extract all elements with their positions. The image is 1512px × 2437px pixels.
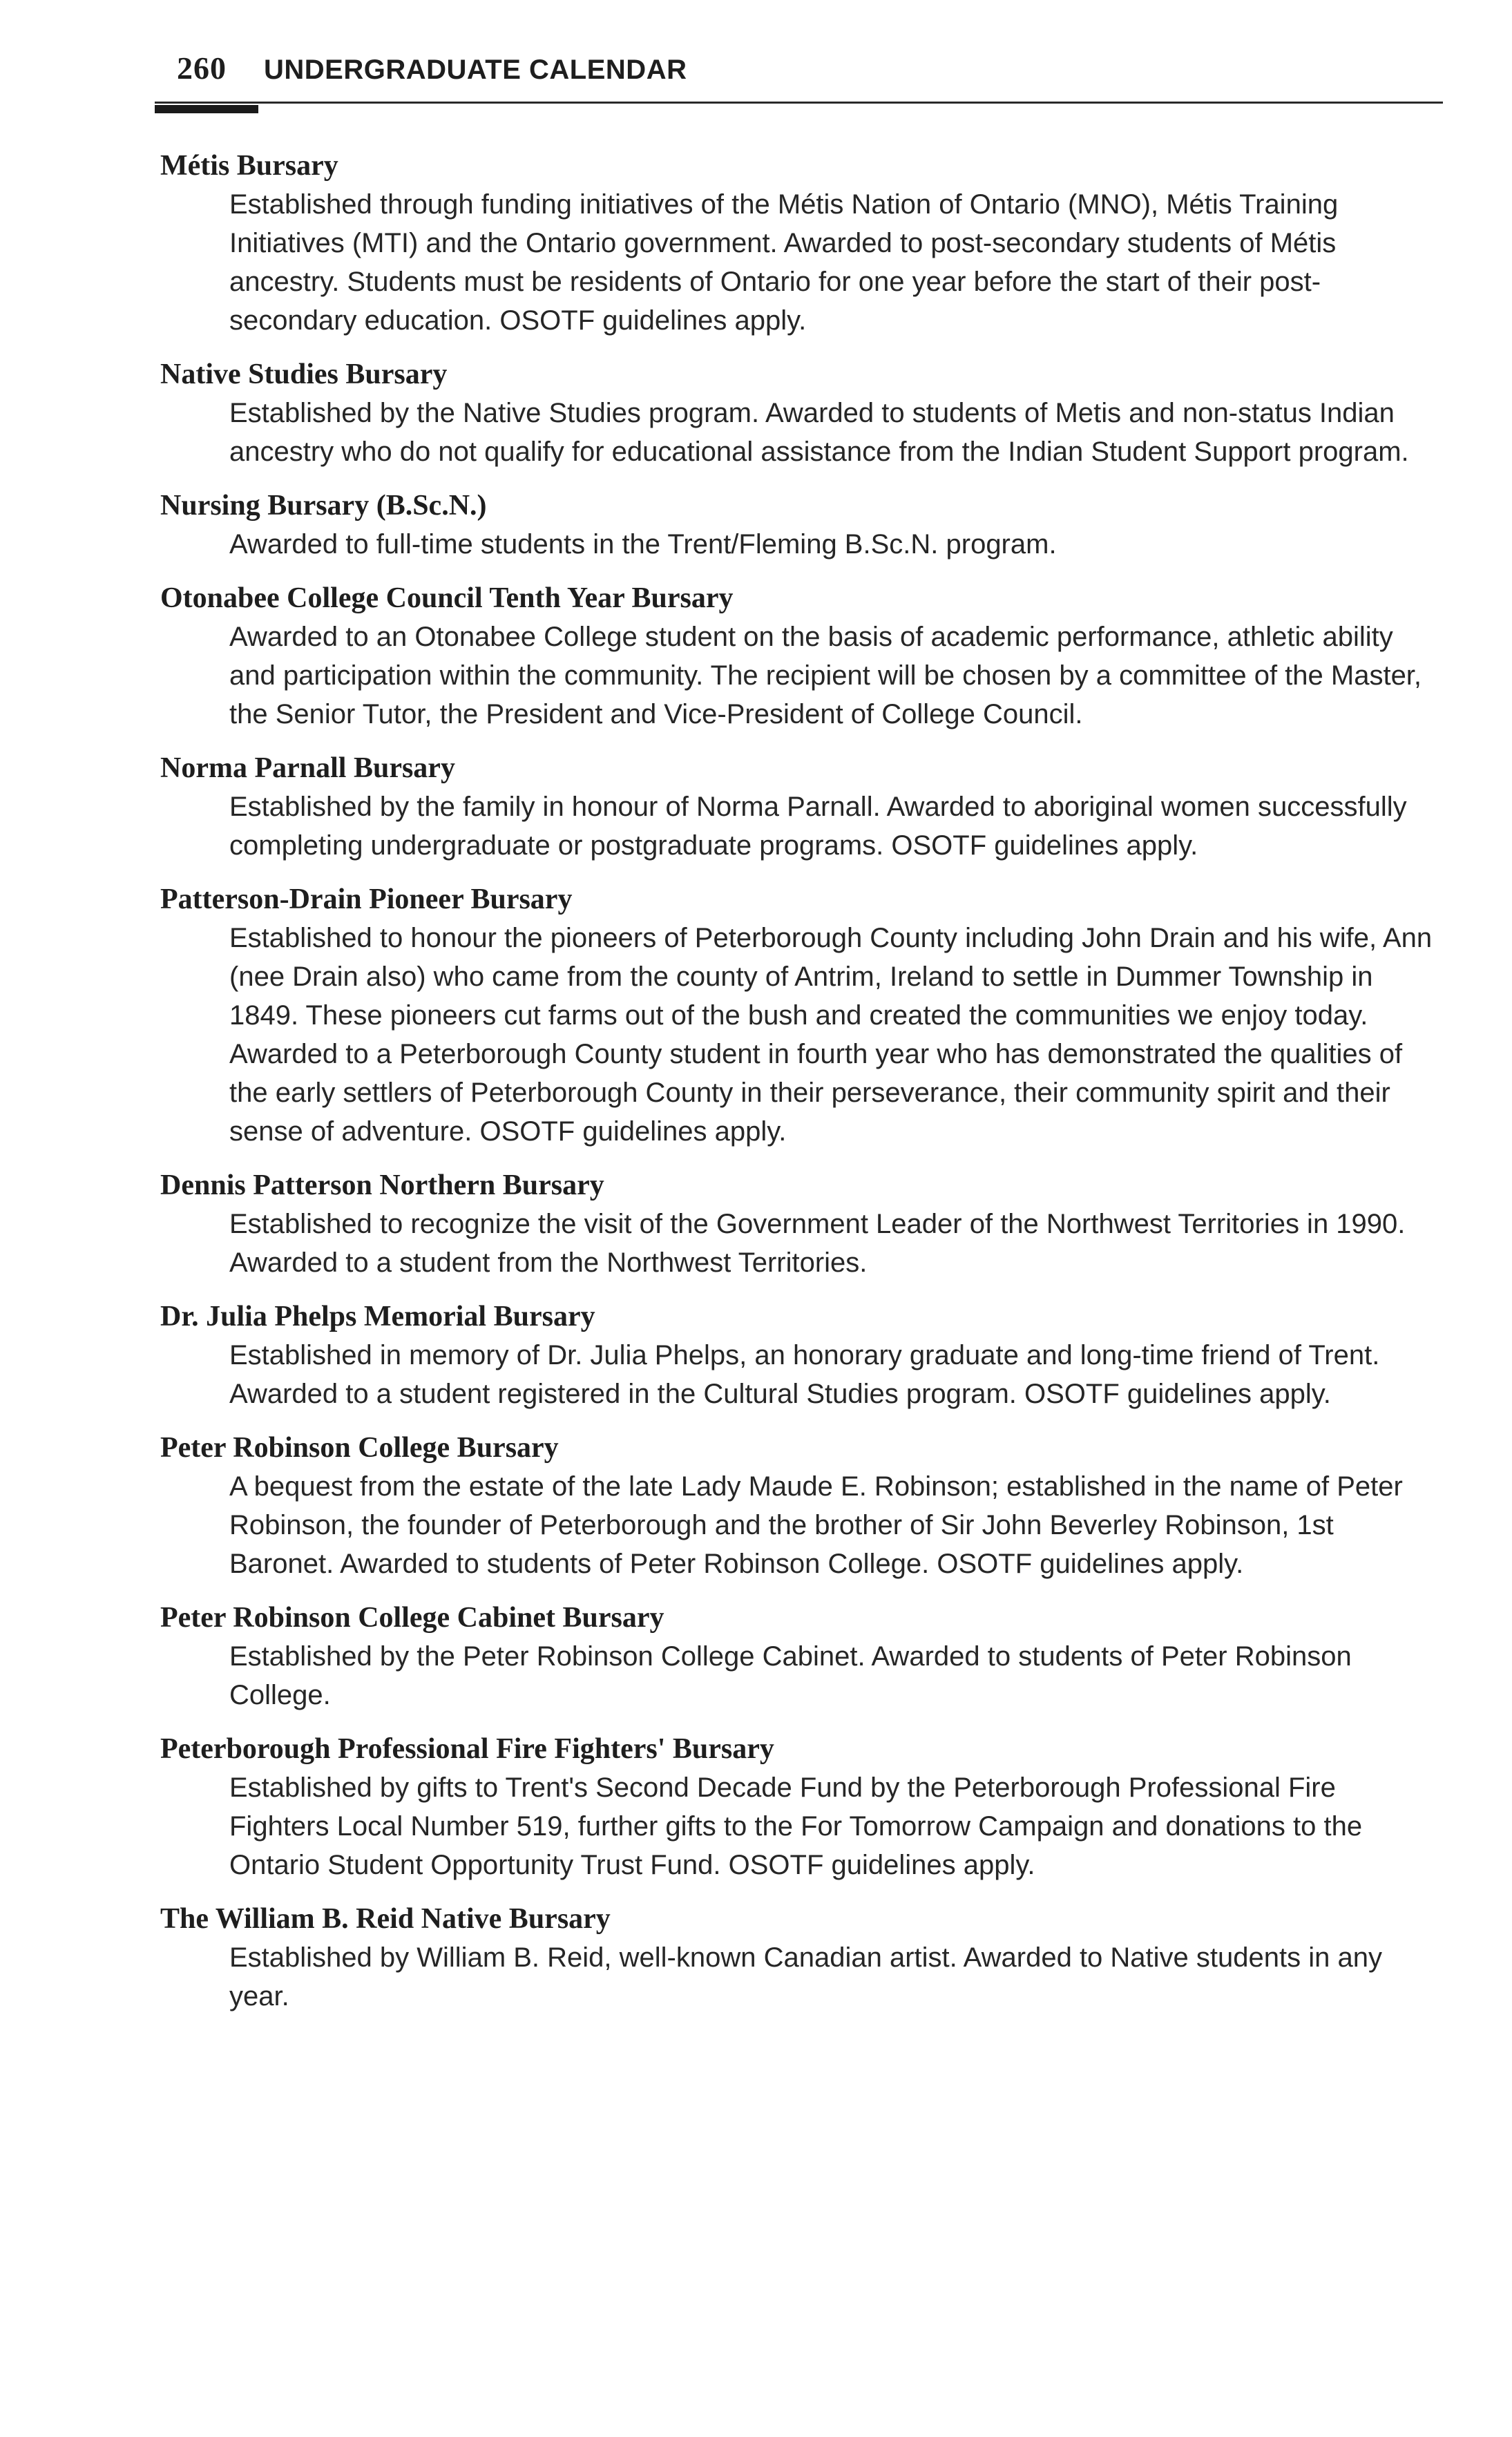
bursary-title: Peterborough Professional Fire Fighters' Bursary	[160, 1733, 774, 1765]
bursary-entry	[160, 1900, 1445, 2016]
bursary-title: Peter Robinson College Cabinet Bursary	[160, 1602, 664, 1634]
bursary-title: Norma Parnall Bursary	[160, 752, 455, 784]
running-title: UNDERGRADUATE CALENDAR	[264, 55, 687, 85]
header-rule	[155, 102, 1443, 104]
bursary-title: Patterson-Drain Pioneer Bursary	[160, 883, 573, 915]
bursary-title: Native Studies Bursary	[160, 359, 448, 390]
bursary-entry	[160, 1598, 1445, 1714]
bursary-description: Awarded to an Otonabee College student on the basis of academic performance, athletic ability and participation within the community. The recipient will be chosen by a committee of the Master, the Senior Tutor, the President and Vice-President of College Council.	[229, 622, 1422, 729]
bursary-description: Established to recognize the visit of the Government Leader of the Northwest Territories in 1990. Awarded to a student from the Northwest Territories.	[229, 1209, 1406, 1278]
running-head	[177, 50, 1441, 98]
bursary-description: Established through funding initiatives of the Métis Nation of Ontario (MNO), Métis Training Initiatives (MTI) and the Ontario government. Awarded to post-secondary students of Métis ancestry. Students must be residents of Ontario for one year before the start of their post-secondary education. OSOTF guidelines apply.	[229, 189, 1339, 336]
header-rule-accent	[155, 105, 258, 113]
bursary-description: Established by William B. Reid, well-known Canadian artist. Awarded to Native students in any year.	[229, 1942, 1382, 2011]
bursary-title: Peter Robinson College Bursary	[160, 1432, 559, 1464]
bursary-description: Established by the Peter Robinson College Cabinet. Awarded to students of Peter Robinson College.	[229, 1641, 1352, 1710]
bursary-title: Otonabee College Council Tenth Year Bursary	[160, 582, 734, 614]
bursary-entry	[160, 146, 1445, 340]
bursary-description: Awarded to full-time students in the Trent/Fleming B.Sc.N. program.	[229, 529, 1057, 560]
bursary-title: Métis Bursary	[160, 150, 338, 182]
bursary-entry	[160, 486, 1445, 564]
bursary-entry	[160, 1428, 1445, 1583]
bursary-entry	[160, 1297, 1445, 1413]
bursary-description: Established in memory of Dr. Julia Phelps, an honorary graduate and long-time friend of Trent. Awarded to a student registered in the Cultural Studies program. OSOTF guidelines apply.	[229, 1340, 1380, 1409]
bursary-description: Established by gifts to Trent's Second Decade Fund by the Peterborough Professional Fire Fighters Local Number 519, further gifts to the For Tomorrow Campaign and donations to the Ontario Student Opportunity Trust Fund. OSOTF guidelines apply.	[229, 1772, 1363, 1880]
bursary-entry	[160, 355, 1445, 471]
bursary-description: A bequest from the estate of the late Lady Maude E. Robinson; established in the name of Peter Robinson, the founder of Peterborough and the brother of Sir John Beverley Robinson, 1st Baronet. Awarded to students of Peter Robinson College. OSOTF guidelines apply.	[229, 1471, 1403, 1579]
bursary-entry	[160, 749, 1445, 865]
bursary-title: Dr. Julia Phelps Memorial Bursary	[160, 1301, 595, 1332]
page-number: 260	[177, 50, 227, 86]
bursary-description: Established by the Native Studies program. Awarded to students of Metis and non-status Indian ancestry who do not qualify for educational assistance from the Indian Student Support program.	[229, 398, 1409, 467]
bursary-entry	[160, 1730, 1445, 1884]
bursary-title: The William B. Reid Native Bursary	[160, 1903, 611, 1935]
bursary-title: Dennis Patterson Northern Bursary	[160, 1169, 604, 1201]
bursary-description: Established by the family in honour of Norma Parnall. Awarded to aboriginal women successfully completing undergraduate or postgraduate programs. OSOTF guidelines apply.	[229, 792, 1407, 861]
bursary-title: Nursing Bursary (B.Sc.N.)	[160, 490, 487, 522]
bursary-entry	[160, 579, 1445, 734]
bursary-entry	[160, 1166, 1445, 1282]
bursary-entry	[160, 880, 1445, 1151]
bursary-description: Established to honour the pioneers of Peterborough County including John Drain and his wife, Ann (nee Drain also) who came from the county of Antrim, Ireland to settle in Dummer Township in 1849. These pioneers cut farms out of the bush and created the communities we enjoy today. Awarded to a Peterborough County student in fourth year who has demonstrated the qualities of the early settlers of Peterborough County in their perseverance, their community spirit and their sense of adventure. OSOTF guidelines apply.	[229, 923, 1433, 1147]
bursary-list	[160, 146, 1445, 2031]
